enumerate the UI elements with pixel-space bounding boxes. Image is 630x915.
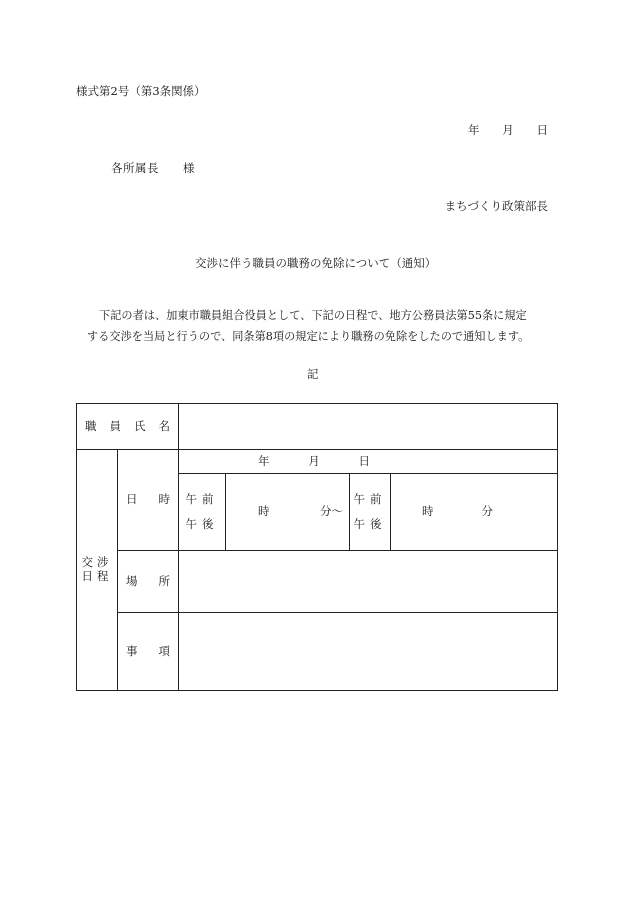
- name-label-char: 員: [109, 418, 121, 433]
- date-row-cell[interactable]: [179, 450, 558, 474]
- name-value-cell[interactable]: [179, 404, 558, 450]
- name-label-char: 職: [85, 418, 97, 433]
- matter-label-char: 項: [158, 643, 170, 658]
- date-row: [258, 455, 370, 469]
- end-am: 午前: [353, 491, 387, 506]
- date-year: 年: [468, 123, 480, 137]
- end-hour: 時: [422, 504, 434, 519]
- name-label-cell: [77, 404, 179, 450]
- start-time: [226, 505, 349, 519]
- date-day: 日: [536, 123, 548, 137]
- datetime-label-cell: [118, 450, 179, 551]
- date-row-month: 月: [308, 453, 320, 468]
- date-line: [468, 125, 548, 137]
- start-ampm-cell[interactable]: [179, 474, 226, 551]
- place-label-char: 所: [158, 573, 170, 588]
- end-minute: 分: [481, 504, 493, 519]
- end-time-cell[interactable]: [391, 474, 558, 551]
- addressee-suffix: 様: [183, 161, 195, 175]
- start-time-cell[interactable]: [226, 474, 350, 551]
- datetime-label: [118, 493, 178, 507]
- matter-label: [118, 645, 178, 659]
- sender: まちづくり政策部長: [444, 199, 548, 213]
- name-label: [77, 420, 178, 434]
- start-hour: 時: [258, 504, 270, 519]
- body-line-1: 下記の者は、加東市職員組合役員として、下記の日程で、地方公務員法第55条に規定: [99, 309, 527, 322]
- date-row-day: 日: [358, 453, 370, 468]
- place-label: [118, 575, 178, 589]
- addressee: 各所属長: [111, 161, 159, 175]
- name-label-char: 名: [158, 418, 170, 433]
- date-month: 月: [502, 123, 514, 137]
- end-time: [391, 505, 557, 519]
- end-pm: 午後: [353, 516, 387, 531]
- body-line-2: する交渉を当局と行うので、同条第8項の規定により職務の免除をしたので通知します。: [87, 330, 530, 343]
- document-title: 交渉に伴う職員の職務の免除について（通知）: [195, 256, 437, 270]
- form-id: 様式第2号（第3条関係）: [76, 84, 206, 98]
- matter-label-char: 事: [126, 643, 138, 658]
- schedule-label-line-2: 日程: [81, 569, 113, 583]
- matter-value-cell[interactable]: [179, 613, 558, 691]
- name-label-char: 氏: [134, 418, 146, 433]
- place-value-cell[interactable]: [179, 551, 558, 613]
- start-minute: 分～: [320, 504, 343, 519]
- matter-label-cell: [118, 613, 179, 691]
- place-label-cell: [118, 551, 179, 613]
- schedule-label-cell: [77, 450, 118, 691]
- end-ampm-cell[interactable]: [350, 474, 391, 551]
- start-pm: 午後: [185, 516, 219, 531]
- schedule-label-line-1: 交涉: [81, 555, 113, 570]
- place-label-char: 場: [126, 573, 138, 588]
- date-row-year: 年: [258, 453, 270, 468]
- start-am: 午前: [185, 491, 219, 506]
- ki-marker: 記: [307, 367, 319, 381]
- datetime-label-char: 時: [158, 492, 170, 507]
- datetime-label-char: 日: [126, 492, 138, 507]
- form-table: [76, 403, 558, 691]
